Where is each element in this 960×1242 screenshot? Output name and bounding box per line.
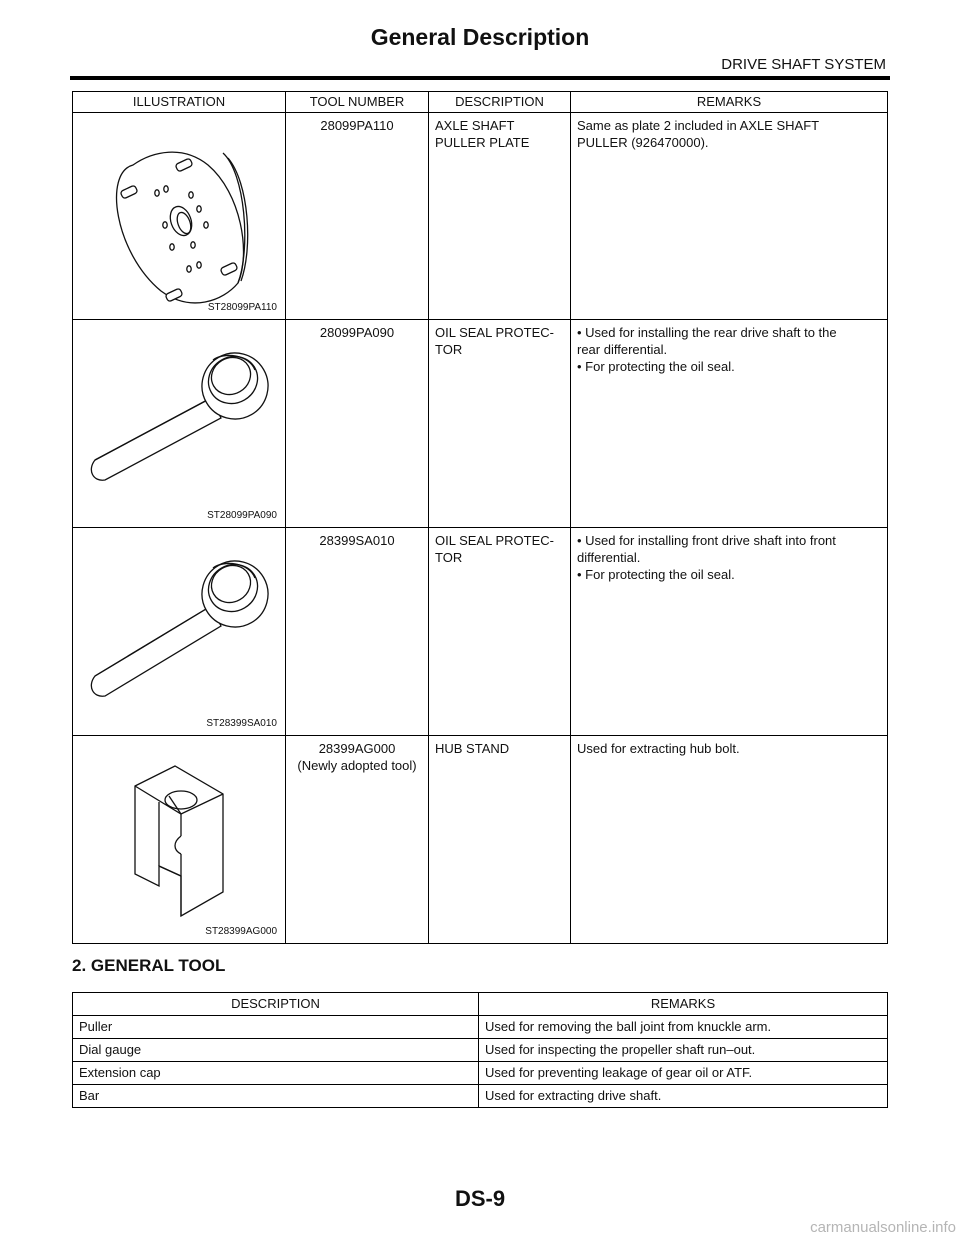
remarks-cell: Used for extracting hub bolt. [571, 736, 888, 944]
illustration-label: ST28099PA110 [207, 302, 277, 313]
special-tools-table [72, 91, 888, 944]
table-row [73, 528, 888, 736]
column-header-illustration: ILLUSTRATION [73, 92, 286, 113]
illustration-cell [73, 736, 286, 944]
column-header-remarks: REMARKS [571, 92, 888, 113]
remarks-cell: • Used for installing front drive shaft into front differential. • For protecting the oil seal. [571, 528, 888, 736]
table-row [73, 1039, 888, 1062]
illustration-label: ST28399AG000 [205, 926, 277, 937]
illustration-cell [73, 320, 286, 528]
table-row [73, 736, 888, 944]
tool-number-cell: 28099PA090 [286, 320, 429, 528]
watermark-link[interactable]: carmanualsonline.info [810, 1219, 956, 1236]
axle-shaft-puller-plate-icon [73, 113, 286, 318]
column-header-tool-number: TOOL NUMBER [286, 92, 429, 113]
column-header-description: DESCRIPTION [73, 993, 479, 1016]
table-header-row [73, 92, 888, 113]
tool-number-cell: 28399SA010 [286, 528, 429, 736]
table-row [73, 113, 888, 320]
illustration-label: ST28399SA010 [206, 718, 277, 729]
tool-number-cell: 28099PA110 [286, 113, 429, 320]
remarks-cell: Same as plate 2 included in AXLE SHAFT PULLER (926470000). [571, 113, 888, 320]
tool-number-cell: 28399AG000 (Newly adopted tool) [286, 736, 429, 944]
column-header-remarks: REMARKS [479, 993, 888, 1016]
page-number: DS-9 [454, 1186, 506, 1211]
table-row [73, 320, 888, 528]
table-header-row [73, 993, 888, 1016]
table-row [73, 1016, 888, 1039]
description-cell: Dial gauge [73, 1039, 479, 1062]
header-rule [70, 76, 890, 80]
oil-seal-protector-icon [73, 528, 286, 734]
remarks-cell: • Used for installing the rear drive shaft to the rear differential. • For protecting the oil seal. [571, 320, 888, 528]
table-row [73, 1062, 888, 1085]
hub-stand-icon [73, 736, 286, 942]
description-cell: Bar [73, 1085, 479, 1108]
table-row [73, 1085, 888, 1108]
illustration-cell [73, 113, 286, 320]
column-header-description: DESCRIPTION [429, 92, 571, 113]
general-tool-heading: 2. GENERAL TOOL [72, 956, 226, 975]
section-name: DRIVE SHAFT SYSTEM [721, 56, 886, 73]
remarks-cell: Used for preventing leakage of gear oil or ATF. [479, 1062, 888, 1085]
page-title: General Description [370, 24, 590, 50]
general-tool-table [72, 992, 888, 1108]
remarks-cell: Used for extracting drive shaft. [479, 1085, 888, 1108]
description-cell: Extension cap [73, 1062, 479, 1085]
remarks-cell: Used for inspecting the propeller shaft run–out. [479, 1039, 888, 1062]
illustration-cell [73, 528, 286, 736]
description-cell: Puller [73, 1016, 479, 1039]
oil-seal-protector-icon [73, 320, 286, 526]
illustration-label: ST28099PA090 [207, 510, 277, 521]
remarks-cell: Used for removing the ball joint from knuckle arm. [479, 1016, 888, 1039]
description-cell: OIL SEAL PROTEC- TOR [429, 320, 571, 528]
description-cell: OIL SEAL PROTEC- TOR [429, 528, 571, 736]
description-cell: HUB STAND [429, 736, 571, 944]
description-cell: AXLE SHAFT PULLER PLATE [429, 113, 571, 320]
